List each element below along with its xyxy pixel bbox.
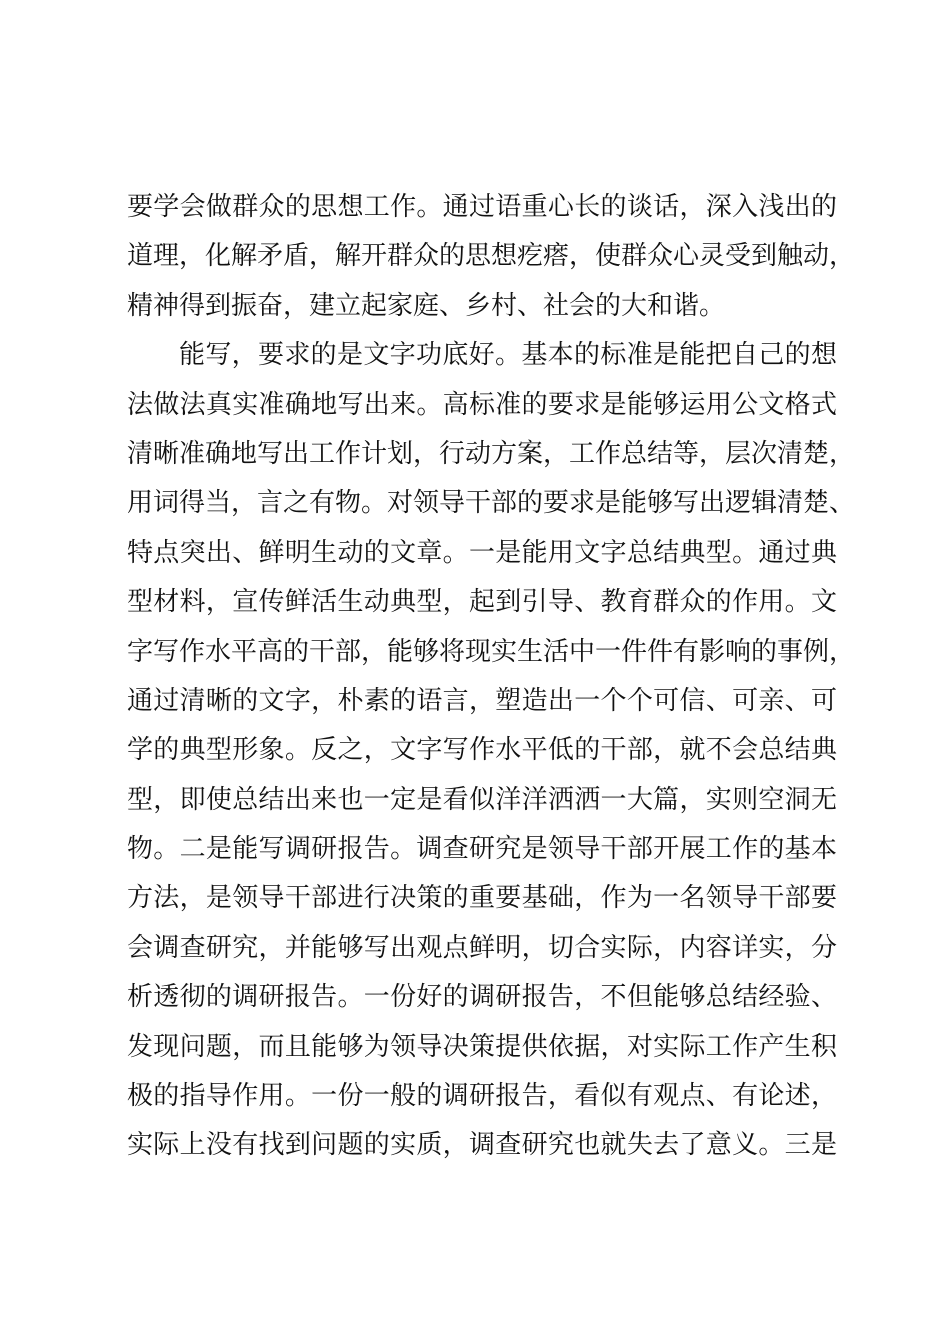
body-text xyxy=(127,183,856,1171)
text-line: 道理，化解矛盾，解开群众的思想疙瘩，使群众心灵受到触动， xyxy=(127,241,856,272)
text-line: 要学会做群众的思想工作。通过语重心长的谈话，深入浅出的 xyxy=(127,192,837,222)
text-line: 用词得当，言之有物。对领导干部的要求是能够写出逻辑清楚、 xyxy=(127,488,856,519)
text-line: 析透彻的调研报告。一份好的调研报告，不但能够总结经验、 xyxy=(127,982,837,1013)
text-line: 实际上没有找到问题的实质，调查研究也就失去了意义。三是 xyxy=(127,1130,837,1161)
text-line: 法做法真实准确地写出来。高标准的要求是能够运用公文格式 xyxy=(127,389,837,420)
text-line: 精神得到振奋，建立起家庭、乡村、社会的大和谐。 xyxy=(127,290,726,321)
text-line: 发现问题，而且能够为领导决策提供依据，对实际工作产生积 xyxy=(127,1031,837,1062)
text-line: 特点突出、鲜明生动的文章。一是能用文字总结典型。通过典 xyxy=(127,537,837,568)
text-line: 型，即使总结出来也一定是看似洋洋洒洒一大篇，实则空洞无 xyxy=(127,784,837,815)
text-line: 会调查研究，并能够写出观点鲜明，切合实际，内容详实，分 xyxy=(127,932,837,963)
text-line: 方法，是领导干部进行决策的重要基础，作为一名领导干部要 xyxy=(127,883,837,914)
text-line: 学的典型形象。反之，文字写作水平低的干部，就不会总结典 xyxy=(127,735,837,766)
text-line: 物。二是能写调研报告。调查研究是领导干部开展工作的基本 xyxy=(127,834,837,865)
text-line: 能写，要求的是文字功底好。基本的标准是能把自己的想 xyxy=(179,340,837,371)
text-line: 字写作水平高的干部，能够将现实生活中一件件有影响的事例， xyxy=(127,636,856,667)
text-line: 通过清晰的文字，朴素的语言，塑造出一个个可信、可亲、可 xyxy=(127,685,837,716)
text-line: 极的指导作用。一份一般的调研报告，看似有观点、有论述， xyxy=(127,1081,837,1112)
text-line: 型材料，宣传鲜活生动典型，起到引导、教育群众的作用。文 xyxy=(127,587,837,618)
text-line: 清晰准确地写出工作计划，行动方案，工作总结等，层次清楚， xyxy=(127,438,856,469)
